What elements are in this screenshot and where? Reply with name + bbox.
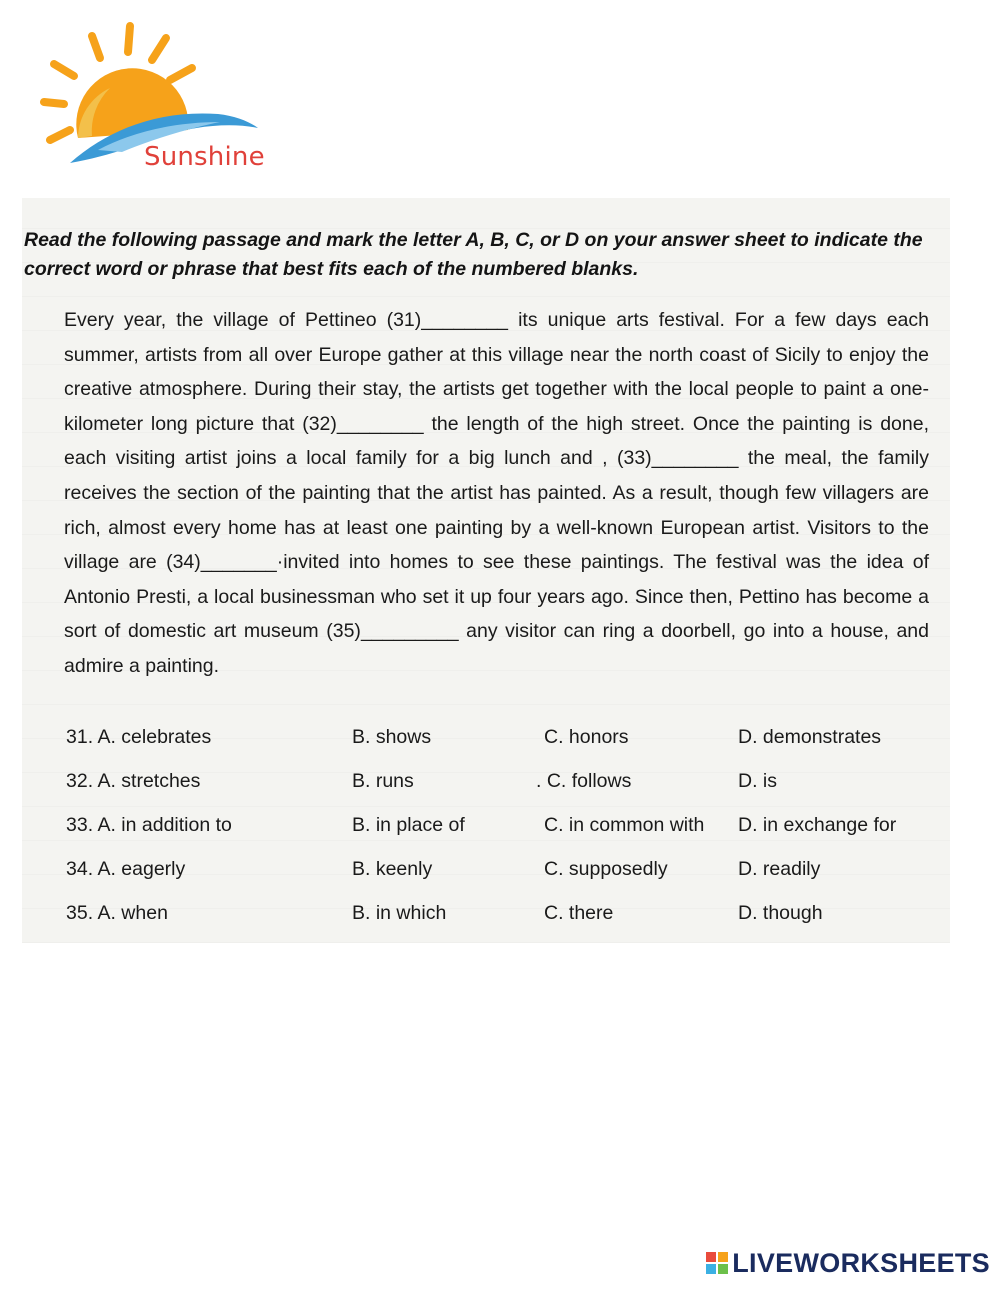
option-c[interactable]: C. in common with bbox=[544, 814, 705, 836]
option-d[interactable]: D. readily bbox=[738, 858, 821, 880]
option-d[interactable]: D. demonstrates bbox=[738, 726, 882, 748]
option-c[interactable]: C. honors bbox=[544, 726, 629, 748]
option-b[interactable]: B. shows bbox=[352, 726, 432, 748]
option-d[interactable]: D. though bbox=[738, 902, 823, 924]
brand-name: LIVEWORKSHEETS bbox=[732, 1247, 990, 1278]
question-row bbox=[66, 814, 946, 858]
liveworksheets-logo[interactable] bbox=[706, 1247, 990, 1279]
option-a[interactable]: 31. A. celebrates bbox=[66, 726, 212, 748]
question-row bbox=[66, 726, 946, 770]
instructions: Read the following passage and mark the letter A, B, C, or D on your answer sheet to indicate the correct word or phrase that best fits each of the numbered blanks. bbox=[24, 229, 923, 280]
blank-31[interactable]: ________ bbox=[421, 309, 509, 331]
passage-text: ·invited into homes to see these paintings. The festival was the idea of Antonio Presti, a local businessman who set it up four years ago. Since then, Pettino has become a sort of domestic art museum (35) bbox=[64, 551, 930, 643]
option-b[interactable]: B. keenly bbox=[352, 858, 433, 880]
option-b[interactable]: B. runs bbox=[352, 770, 414, 792]
sunshine-logo bbox=[40, 18, 280, 178]
option-b[interactable]: B. in place of bbox=[352, 814, 465, 836]
blank-34[interactable]: _______ bbox=[200, 551, 277, 574]
option-a[interactable]: 32. A. stretches bbox=[66, 770, 201, 792]
blank-33[interactable]: ________ bbox=[651, 447, 739, 470]
reading-passage bbox=[64, 303, 929, 684]
blank-32[interactable]: ________ bbox=[336, 412, 424, 435]
option-d[interactable]: D. in exchange for bbox=[738, 814, 897, 836]
option-c[interactable]: C. there bbox=[544, 902, 614, 924]
logo-text: Sunshine bbox=[144, 142, 265, 172]
passage-text: Every year, the village of Pettineo (31) bbox=[64, 309, 422, 331]
question-row bbox=[66, 770, 946, 814]
blank-35[interactable]: _________ bbox=[360, 620, 459, 643]
question-row bbox=[66, 902, 946, 946]
liveworksheets-icon bbox=[706, 1252, 728, 1274]
passage-text: any visitor can ring a doorbell, go into a house, and admire a painting. bbox=[64, 620, 929, 677]
option-c[interactable]: . C. follows bbox=[536, 770, 632, 792]
answer-options bbox=[66, 726, 946, 946]
passage-text: the length of the high street. Once the painting is done, each visiting artist joins a local family for a big lunch and , (33) bbox=[64, 412, 929, 470]
option-d[interactable]: D. is bbox=[738, 770, 777, 792]
option-a[interactable]: 33. A. in addition to bbox=[66, 814, 232, 836]
option-b[interactable]: B. in which bbox=[352, 902, 447, 924]
option-a[interactable]: 34. A. eagerly bbox=[66, 858, 186, 880]
passage-text: its unique arts festival. For a few days each summer, artists from all over Europe gather at this village near the north coast of Sicily to enjoy the creative atmosphere. During their stay, the artists get together with the local people to paint a one-kilometer long picture that (32) bbox=[64, 309, 929, 435]
option-a[interactable]: 35. A. when bbox=[66, 902, 168, 924]
option-c[interactable]: C. supposedly bbox=[544, 858, 668, 880]
passage-text: the meal, the family receives the section of the painting that the artist has painted. As a result, though few villagers are rich, almost every home has at least one painting by a well-known European artist. Visitors to the village are (34) bbox=[64, 447, 930, 574]
question-row bbox=[66, 858, 946, 902]
